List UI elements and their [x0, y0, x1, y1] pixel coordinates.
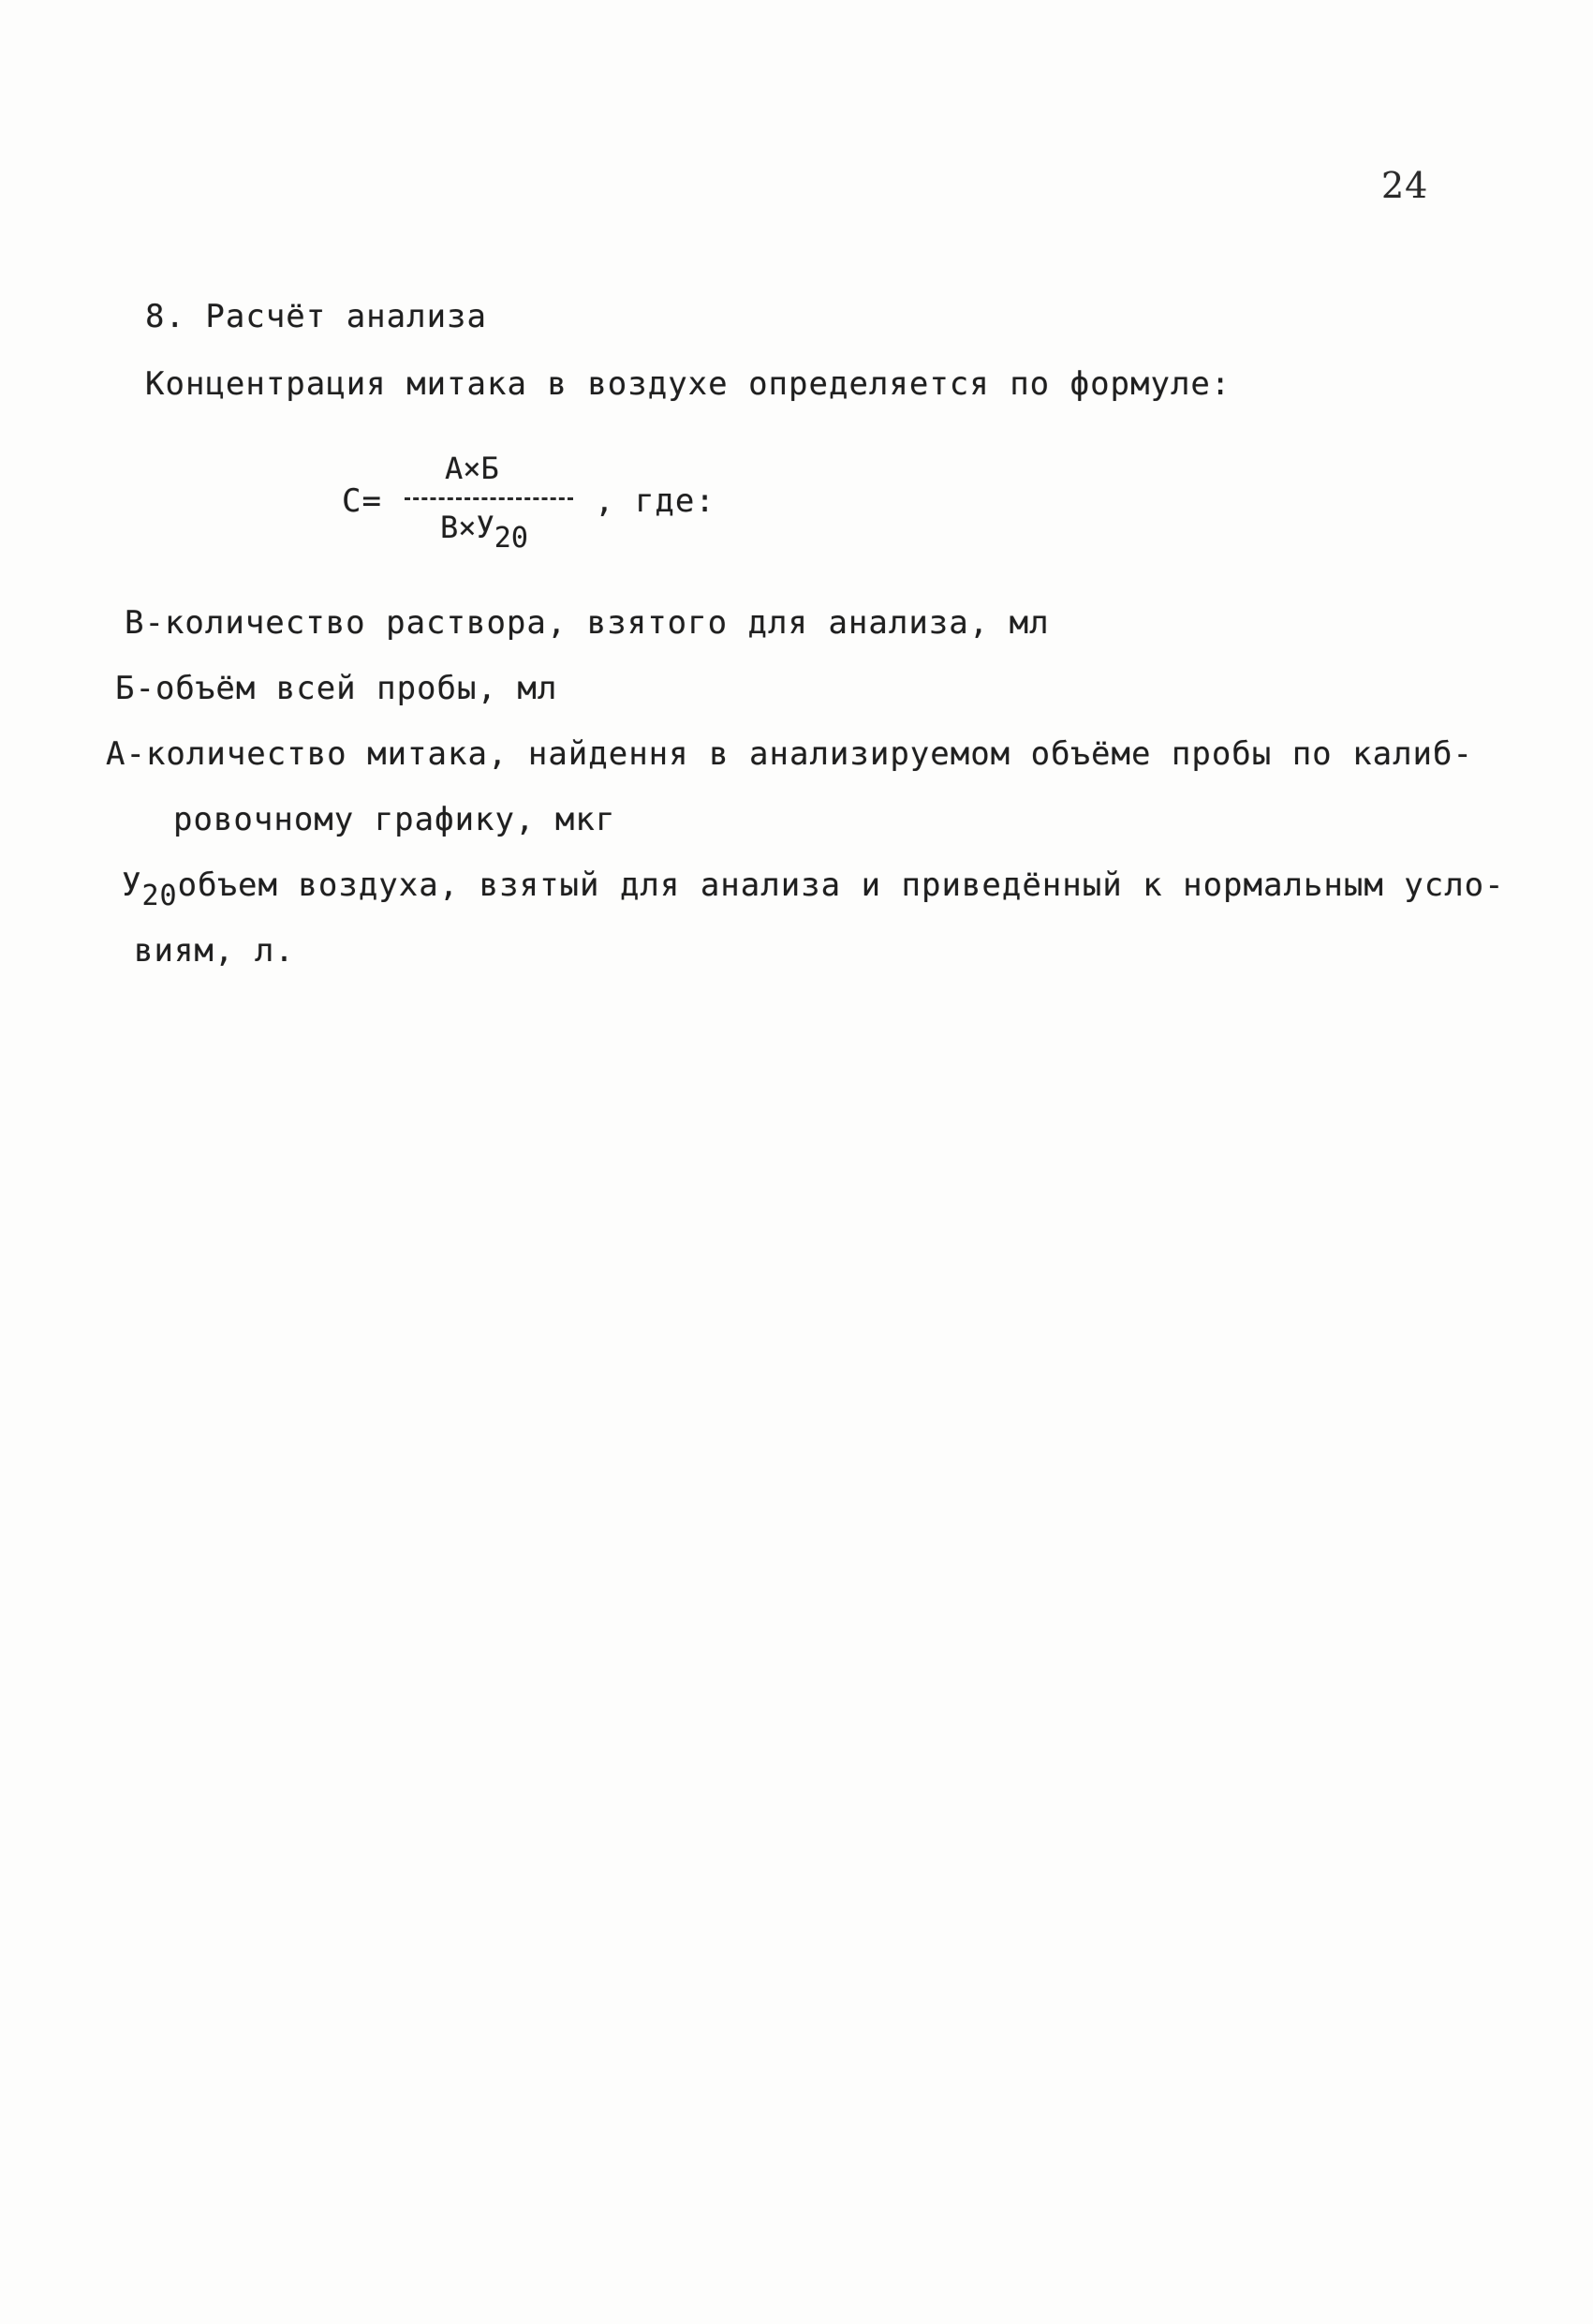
intro-sentence: Концентрация митака в воздухе определяется по формуле:	[145, 365, 1232, 403]
definition-item	[122, 866, 1505, 912]
definition-item: В-количество раствора, взятого для анализа, мл	[125, 604, 1050, 642]
definition-item: Б-объём всей пробы, мл	[115, 670, 558, 707]
definition-item: А-количество митака, найдення в анализируемом объёме пробы по калиб-	[106, 735, 1473, 773]
fraction-bar	[405, 497, 573, 500]
definition-continuation: виям, л.	[134, 932, 295, 970]
formula-where: , где:	[595, 482, 715, 520]
formula-denominator-subscript: 20	[494, 522, 528, 555]
page-number: 24	[1381, 165, 1429, 206]
formula-numerator: А×Б	[445, 451, 499, 486]
definition-symbol: У	[122, 866, 142, 904]
formula-denominator	[440, 510, 528, 555]
definition-continuation: ровочному графику, мкг	[173, 801, 616, 838]
definition-symbol-subscript: 20	[141, 880, 178, 912]
formula-denominator-main: В×У	[440, 510, 494, 545]
section-heading: 8. Расчёт анализа	[145, 298, 487, 335]
formula-lhs: С=	[342, 482, 382, 520]
definition-text: объем воздуха, взятый для анализа и приведённый к нормальным усло-	[177, 866, 1505, 904]
